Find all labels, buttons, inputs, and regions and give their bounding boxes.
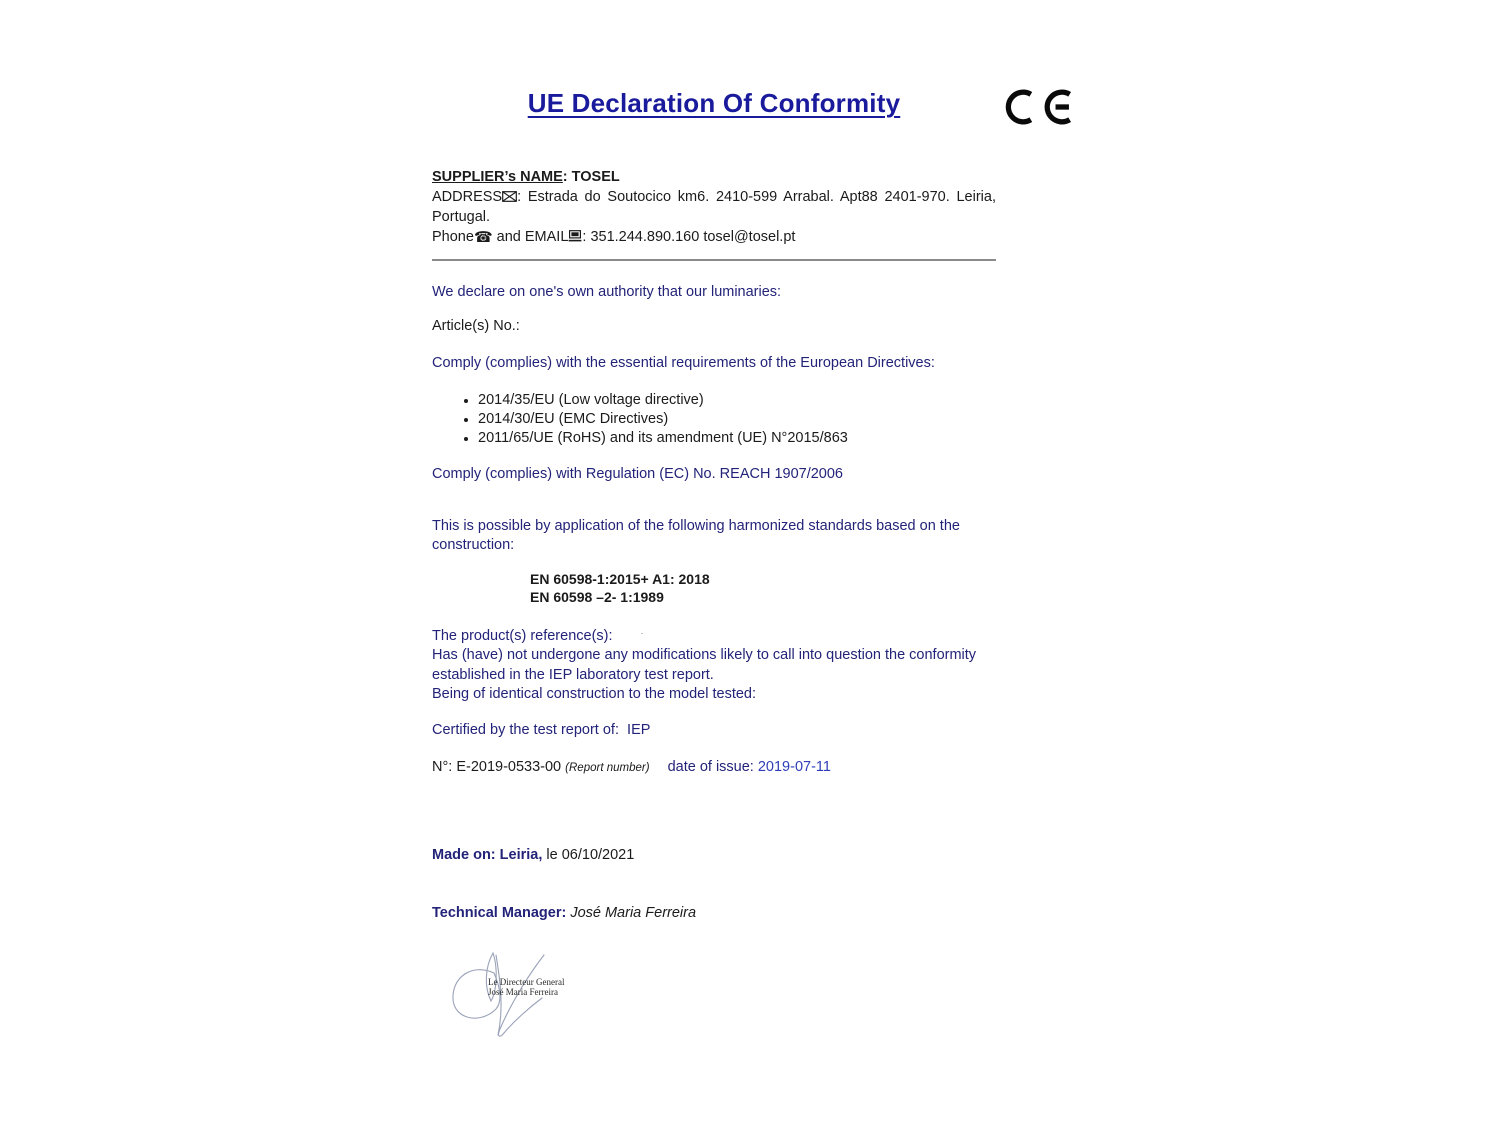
contact-value: : 351.244.890.160 tosel@tosel.pt (582, 228, 796, 245)
date-of-issue-label: date of issue: (667, 759, 754, 775)
supplier-name-line (432, 168, 996, 188)
and-email-label: and EMAIL (492, 228, 569, 245)
directive-item: • 2011/65/UE (RoHS) and its amendment (UE) N°2015/863 (478, 429, 996, 448)
comply-directives-line: Comply (complies) with the essential requirements of the European Directives: (432, 355, 935, 371)
signature-name: José Maria Ferreira (488, 986, 558, 997)
supplier-address-line (432, 188, 996, 228)
envelope-icon (502, 189, 517, 209)
supplier-name-value: : TOSEL (562, 169, 620, 185)
no-modifications-line: Has (have) not undergone any modifications likely to call into question the conformity established in the IEP laboratory test report. (432, 647, 977, 683)
standard-item: EN 60598 –2- 1:1989 (530, 589, 664, 605)
standards-block (530, 570, 710, 606)
phone-label: Phone (432, 228, 474, 245)
report-number: N°: E-2019-0533-00 (432, 759, 562, 775)
directives-list (432, 391, 996, 448)
signature-text (488, 978, 564, 997)
signature-title: Le Directeur General (488, 977, 565, 987)
signature-scribble-icon (446, 945, 576, 1050)
supplier-block (432, 168, 996, 248)
telephone-icon: ☎ (473, 228, 493, 246)
harmonized-intro: This is possible by application of the following harmonized standards based on the construction: (432, 518, 960, 554)
signature-block (446, 945, 596, 1055)
date-of-issue-value: 2019-07-11 (757, 759, 831, 775)
certified-by-line: Certified by the test report of: IEP (432, 722, 651, 738)
stray-mark: · (640, 628, 644, 638)
made-on-line (432, 846, 996, 865)
computer-icon (568, 229, 582, 249)
declaration-intro: We declare on one's own authority that our luminaries: (432, 284, 782, 300)
product-reference-line (432, 624, 996, 646)
standard-item: EN 60598-1:2015+ A1: 2018 (530, 571, 710, 587)
address-value: : Estrada do Soutocico km6. 2410-599 Arrabal. Apt88 2401-970. Leiria, Portugal. (432, 188, 996, 226)
supplier-name-label: SUPPLIER’s NAME (432, 169, 563, 185)
ce-logo-icon (1004, 82, 1076, 132)
made-on-value: le 06/10/2021 (542, 847, 635, 863)
report-number-note: (Report number) (565, 762, 650, 774)
product-reference-label: The product(s) reference(s): (432, 628, 613, 644)
technical-manager-label: Technical Manager: (432, 905, 567, 921)
report-line (432, 758, 996, 778)
articles-label: Article(s) No.: (432, 318, 520, 334)
technical-manager-value: José Maria Ferreira (566, 905, 697, 921)
supplier-contact-line (432, 228, 996, 249)
document-content (432, 0, 996, 1125)
identical-construction-line: Being of identical construction to the model tested: (432, 686, 757, 703)
technical-manager-line (432, 904, 996, 923)
product-reference-block (432, 624, 996, 705)
page-title: UE Declaration Of Conformity (527, 88, 901, 118)
divider-line (432, 259, 996, 261)
comply-reach-line: Comply (complies) with Regulation (EC) No. REACH 1907/2006 (432, 466, 843, 482)
address-label: ADDRESS (432, 188, 503, 205)
directive-item: • 2014/35/EU (Low voltage directive) (478, 391, 996, 410)
made-on-label: Made on: Leiria, (432, 847, 543, 863)
directive-item: • 2014/30/EU (EMC Directives) (478, 410, 996, 429)
